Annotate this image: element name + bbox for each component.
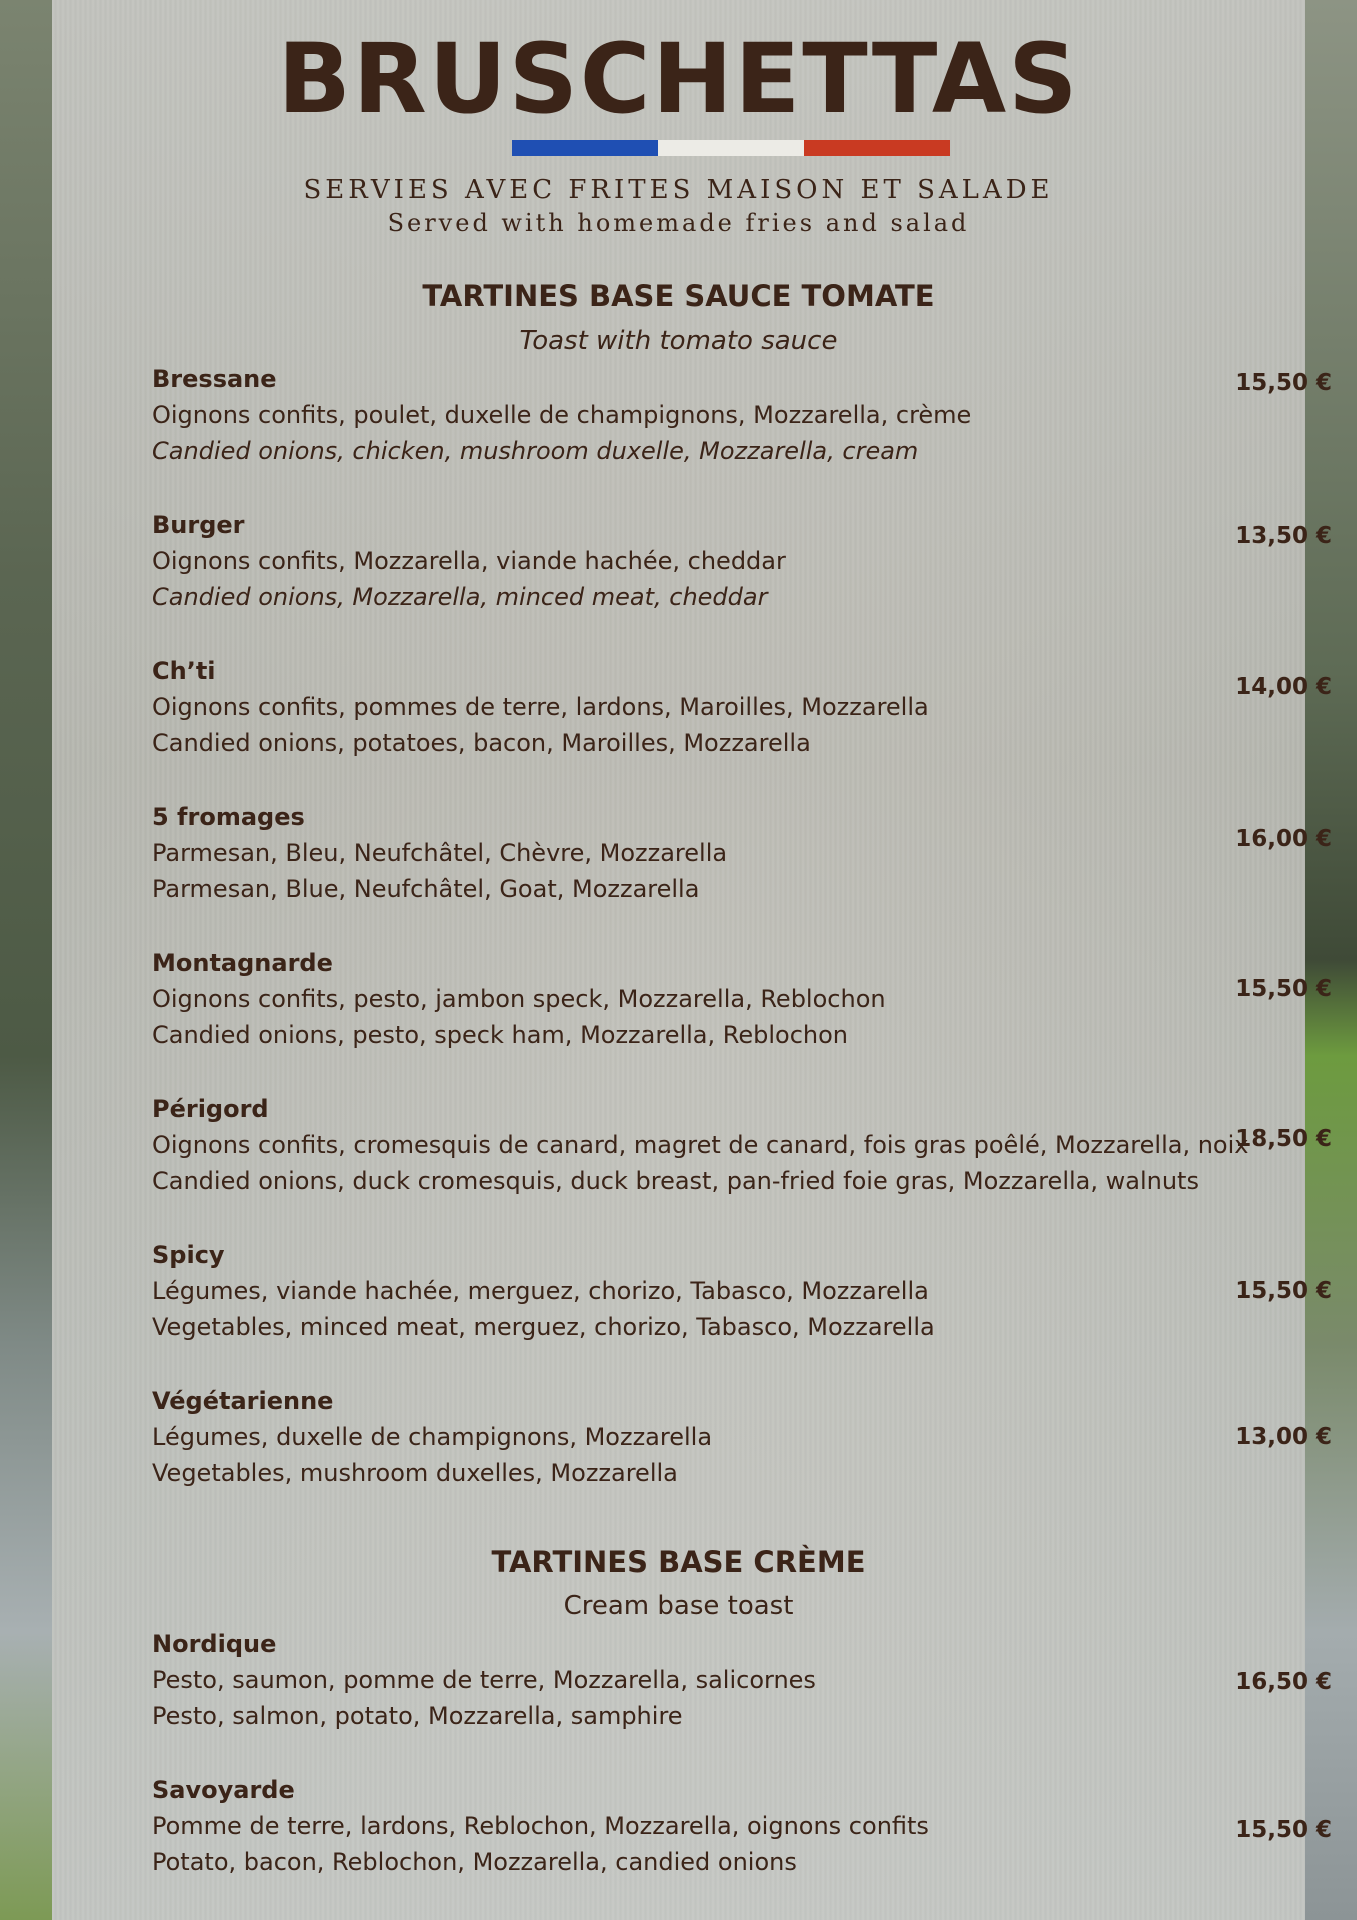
item-price: 13,00 € [1235,1424,1332,1450]
subtitle-english: Served with homemade fries and salad [387,209,970,237]
menu-item [152,1094,1332,1204]
menu-title: BRUSCHETTAS [277,23,1080,135]
item-name: Végétarienne [152,1387,334,1415]
french-flag-divider [512,140,950,156]
item-price: 18,50 € [1235,1126,1332,1152]
item-description-fr: Légumes, duxelle de champignons, Mozzarella [152,1423,713,1451]
item-price: 15,50 € [1235,370,1332,396]
item-description-fr: Légumes, viande hachée, merguez, chorizo, Tabasco, Mozzarella [152,1277,929,1305]
menu-item [152,1240,1332,1350]
item-description-en: Vegetables, minced meat, merguez, chorizo, Tabasco, Mozzarella [152,1313,935,1341]
item-description-en: Candied onions, potatoes, bacon, Maroilles, Mozzarella [152,729,811,757]
flag-white-stripe [658,140,804,156]
item-description-en: Parmesan, Blue, Neufchâtel, Goat, Mozzarella [152,875,700,903]
item-name: Burger [152,511,245,539]
section-subtitle-tomato: Toast with tomato sauce [519,326,838,356]
item-description-fr: Parmesan, Bleu, Neufchâtel, Chèvre, Mozzarella [152,839,728,867]
menu-item [152,656,1332,766]
item-name: Bressane [152,365,277,393]
menu-item [152,948,1332,1058]
item-description-en: Candied onions, pesto, speck ham, Mozzarella, Reblochon [152,1021,849,1049]
menu-panel [52,0,1332,1920]
item-name: Montagnarde [152,949,333,977]
item-description-en: Candied onions, Mozzarella, minced meat, cheddar [152,583,768,611]
item-description-fr: Oignons confits, Mozzarella, viande hachée, cheddar [152,547,786,575]
item-name: Nordique [152,1630,277,1658]
flag-red-stripe [804,140,950,156]
item-description-en: Potato, bacon, Reblochon, Mozzarella, candied onions [152,1848,797,1876]
item-price: 14,00 € [1235,674,1332,700]
item-price: 16,00 € [1235,826,1332,852]
menu-item [152,510,1332,620]
menu-item [152,1775,1332,1885]
item-description-fr: Oignons confits, poulet, duxelle de champignons, Mozzarella, crème [152,401,972,429]
item-price: 13,50 € [1235,523,1332,549]
item-description-fr: Oignons confits, pommes de terre, lardons, Maroilles, Mozzarella [152,693,929,721]
item-name: Spicy [152,1241,225,1269]
section-title-cream: TARTINES BASE CRÈME [491,1545,866,1579]
menu-item [152,802,1332,912]
item-name: 5 fromages [152,803,305,831]
item-description-en: Candied onions, duck cromesquis, duck breast, pan-fried foie gras, Mozzarella, walnuts [152,1167,1199,1195]
section-title-tomato: TARTINES BASE SAUCE TOMATE [422,279,935,313]
item-name: Savoyarde [152,1776,295,1804]
menu-item [152,1386,1332,1496]
flag-blue-stripe [512,140,658,156]
item-description-fr: Pomme de terre, lardons, Reblochon, Mozzarella, oignons confits [152,1812,929,1840]
item-price: 16,50 € [1235,1669,1332,1695]
item-description-en: Candied onions, chicken, mushroom duxelle, Mozzarella, cream [152,437,919,465]
section-subtitle-cream: Cream base toast [563,1591,794,1621]
item-price: 15,50 € [1235,1817,1332,1843]
item-description-fr: Oignons confits, pesto, jambon speck, Mozzarella, Reblochon [152,985,886,1013]
item-name: Ch’ti [152,657,216,685]
item-name: Périgord [152,1095,269,1123]
item-price: 15,50 € [1235,1278,1332,1304]
item-description-fr: Oignons confits, cromesquis de canard, magret de canard, fois gras poêlé, Mozzarella, noix [152,1131,1249,1159]
menu-item [152,364,1332,474]
menu-item [152,1629,1332,1739]
item-description-fr: Pesto, saumon, pomme de terre, Mozzarella, salicornes [152,1666,816,1694]
item-description-en: Pesto, salmon, potato, Mozzarella, samphire [152,1702,683,1730]
subtitle-french: SERVIES AVEC FRITES MAISON ET SALADE [303,175,1054,205]
item-price: 15,50 € [1235,976,1332,1002]
item-description-en: Vegetables, mushroom duxelles, Mozzarella [152,1459,678,1487]
background-photo-left [0,0,52,1920]
